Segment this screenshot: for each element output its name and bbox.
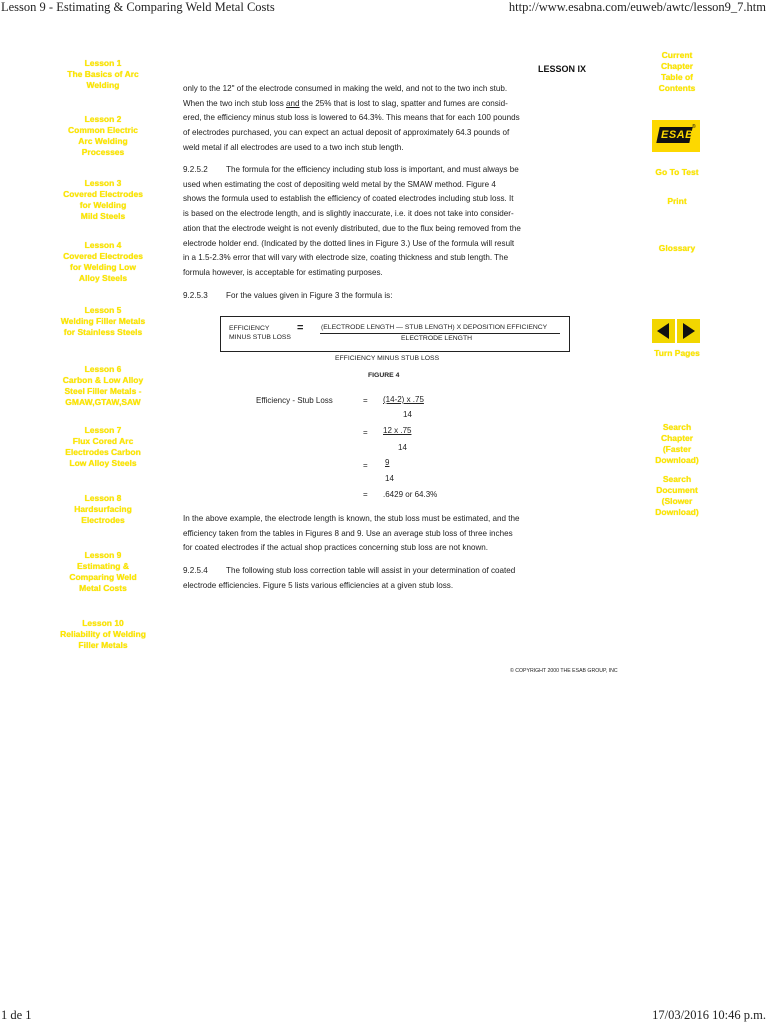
formula-lhs: [229, 325, 291, 342]
calc-step3-denominator: 14: [385, 474, 394, 483]
lesson-link-line: Electrodes: [81, 515, 125, 525]
lesson-link-line: Lesson 1: [84, 58, 122, 68]
text-line: for coated electrodes if the actual shop practices concerning stub loss are not known.: [183, 543, 489, 553]
link-line: Download): [655, 507, 699, 517]
lesson-link-line: Covered Electrodes: [63, 189, 143, 199]
search-document-link[interactable]: [640, 474, 714, 518]
turn-pages-arrows: [652, 319, 700, 343]
lesson-link-2[interactable]: [55, 114, 151, 158]
logo-registered: ®: [692, 124, 696, 130]
text-line: weld metal if all electrodes are used to a two inch stub length.: [183, 142, 404, 152]
lesson-link-line: Flux Cored Arc: [72, 436, 134, 446]
text-line: ation that the electrode weight is not evenly distributed, due to the flux being removed from the: [183, 223, 521, 233]
lesson-link-9[interactable]: [55, 550, 151, 594]
previous-page-button[interactable]: [652, 319, 675, 343]
calc-step2-numerator: 12 x .75: [383, 426, 412, 435]
lesson-link-7[interactable]: [55, 425, 151, 469]
link-line: Table of: [661, 72, 693, 82]
lesson-link-line: for Welding Low: [70, 262, 136, 272]
section-9252: [183, 163, 543, 281]
formula-denominator: ELECTRODE LENGTH: [401, 335, 473, 342]
text-line: electrode holder end. (Indicated by the dotted lines in Figure 3.) Use of the formula will result: [183, 238, 515, 248]
search-chapter-link[interactable]: [640, 422, 714, 466]
lesson-link-line: Filler Metals: [78, 640, 128, 650]
lesson-link-line: for Stainless Steels: [63, 327, 143, 337]
calc-step1-denominator: 14: [403, 410, 412, 419]
copyright-notice: © COPYRIGHT 2000 THE ESAB GROUP, INC: [510, 668, 618, 674]
lesson-link-line: Estimating &: [77, 561, 129, 571]
text-line: [183, 97, 543, 112]
formula-lhs-line: MINUS STUB LOSS: [229, 333, 291, 341]
lesson-link-5[interactable]: [55, 305, 151, 338]
lesson-link-line: Welding Filler Metals: [60, 316, 146, 326]
lesson-link-3[interactable]: [55, 178, 151, 222]
lesson-link-line: Comparing Weld: [69, 572, 137, 582]
section-9254: [183, 564, 543, 593]
current-chapter-toc-link[interactable]: [648, 50, 706, 94]
text-line: only to the 12" of the electrode consumed in making the weld, and not to the two inch stub.: [183, 84, 508, 93]
page-url: http://www.esabna.com/euweb/awtc/lesson9_7.htm: [508, 0, 766, 14]
lesson-link-line: Lesson 8: [84, 493, 122, 503]
calc-equals: =: [363, 428, 368, 437]
formula-caption: EFFICIENCY MINUS STUB LOSS: [335, 355, 440, 362]
lesson-link-line: Lesson 5: [84, 305, 122, 315]
text-line: [183, 163, 543, 178]
calc-step1-numerator: (14-2) x .75: [383, 395, 424, 404]
go-to-test-link[interactable]: Go To Test: [655, 167, 699, 177]
formula-equals: =: [297, 322, 304, 334]
arrow-left-icon: [652, 319, 675, 343]
link-line: Document: [656, 485, 698, 495]
lesson-link-8[interactable]: [55, 493, 151, 526]
text-line: In the above example, the electrode length is known, the stub loss must be estimated, and the: [183, 514, 520, 523]
glossary-link[interactable]: Glossary: [658, 243, 696, 253]
text-line: electrode efficiencies. Figure 5 lists various efficiencies at a given stub loss.: [183, 580, 454, 590]
lesson-link-line: Welding: [86, 80, 120, 90]
lesson-link-4[interactable]: [55, 240, 151, 284]
text-line: ered, the efficiency minus stub loss is lowered to 64.3%. This means that for each 100 pounds: [183, 113, 520, 123]
text-segment-underlined: and: [286, 98, 300, 108]
lesson-link-10[interactable]: [55, 618, 151, 651]
formula-box: [220, 316, 570, 352]
text-line: shows the formula used to establish the efficiency of coated electrodes including stub loss. It: [183, 194, 514, 204]
text-segment: When the two inch stub loss: [183, 98, 287, 108]
figure-label: FIGURE 4: [368, 372, 400, 379]
lesson-link-line: Lesson 6: [84, 364, 122, 374]
lesson-link-line: Lesson 3: [84, 178, 122, 188]
text-segment: The formula for the efficiency including stub loss is important, and must always be: [226, 165, 519, 174]
esab-logo: [652, 120, 700, 152]
lesson-link-line: Metal Costs: [79, 583, 127, 593]
text-line: [183, 564, 543, 579]
lesson-link-line: Electrodes Carbon: [65, 447, 141, 457]
lesson-link-line: Arc Welding: [78, 136, 128, 146]
calc-equals: =: [363, 396, 368, 405]
page-number: 1 de 1: [1, 1008, 32, 1022]
print-link[interactable]: Print: [667, 196, 687, 206]
text-line: formula however, is acceptable for estimating purposes.: [183, 267, 383, 277]
lesson-link-line: Common Electric: [68, 125, 138, 135]
section-number: 9.2.5.4: [183, 566, 208, 575]
lesson-link-line: Lesson 10: [82, 618, 124, 628]
lesson-link-line: Processes: [81, 147, 125, 157]
intro-paragraph: [183, 82, 543, 156]
lesson-link-line: Steel Filler Metals -: [64, 386, 142, 396]
lesson-link-line: Lesson 2: [84, 114, 122, 124]
fraction-bar: [320, 333, 560, 334]
text-line: [183, 289, 543, 304]
calc-step3-numerator: 9: [385, 458, 390, 467]
lesson-link-line: Hardsurfacing: [74, 504, 132, 514]
print-header: [0, 0, 768, 16]
text-segment: the 25% that is lost to slag, spatter and fumes are consid-: [299, 98, 508, 108]
lesson-link-line: Covered Electrodes: [63, 251, 143, 261]
calc-label: Efficiency - Stub Loss: [256, 396, 333, 405]
text-segment: For the values given in Figure 3 the formula is:: [226, 291, 393, 300]
text-line: in a 1.5-2.3% error that will vary with electrode size, coating thickness and stub length. The: [183, 253, 509, 263]
formula-numerator: (ELECTRODE LENGTH — STUB LENGTH) X DEPOSITION EFFICIENCY: [321, 324, 548, 331]
lesson-link-line: for Welding: [79, 200, 127, 210]
lesson-link-line: Mild Steels: [80, 211, 126, 221]
calc-step2-denominator: 14: [398, 443, 407, 452]
example-paragraph: [183, 512, 543, 556]
print-datetime: 17/03/2016 10:46 p.m.: [652, 1008, 766, 1022]
page-title: Lesson 9 - Estimating & Comparing Weld Metal Costs: [1, 0, 275, 14]
calc-equals: =: [363, 461, 368, 470]
link-line: Contents: [658, 83, 696, 93]
formula-lhs-line: EFFICIENCY: [229, 325, 270, 332]
calc-result: .6429 or 64.3%: [383, 490, 438, 499]
link-line: Search: [662, 422, 692, 432]
lesson-link-line: Lesson 7: [84, 425, 122, 435]
text-line: of electrodes purchased, you can expect an actual deposit of approximately 64.3 pounds of: [183, 128, 510, 138]
lesson-link-line: Low Alloy Steels: [69, 458, 137, 468]
text-line: efficiency taken from the tables in Figures 8 and 9. Use an average stub loss of three inches: [183, 528, 513, 538]
link-line: Search: [662, 474, 692, 484]
lesson-link-1[interactable]: [55, 58, 151, 91]
text-segment: The following stub loss correction table will assist in your determination of coated: [226, 566, 516, 575]
lesson-link-line: Lesson 4: [84, 240, 122, 250]
link-line: (Slower: [661, 496, 693, 506]
link-line: Current: [661, 50, 693, 60]
link-line: Chapter: [660, 61, 694, 71]
section-number: 9.2.5.2: [183, 165, 208, 174]
print-footer: [0, 1008, 768, 1024]
text-line: used when estimating the cost of depositing weld metal by the SMAW method. Figure 4: [183, 179, 496, 189]
lesson-link-6[interactable]: [55, 364, 151, 408]
link-line: (Faster: [662, 444, 692, 454]
lesson-link-line: Reliability of Welding: [60, 629, 146, 639]
link-line: Chapter: [660, 433, 694, 443]
section-number: 9.2.5.3: [183, 291, 208, 300]
section-9253: [183, 289, 543, 304]
lesson-link-line: GMAW,GTAW,SAW: [65, 397, 141, 407]
lesson-link-line: Alloy Steels: [78, 273, 128, 283]
link-line: Download): [655, 455, 699, 465]
calc-equals: =: [363, 490, 368, 499]
lesson-link-line: Carbon & Low Alloy: [62, 375, 144, 385]
lesson-link-line: The Basics of Arc: [67, 69, 139, 79]
arrow-right-icon: [677, 319, 700, 343]
lesson-link-line: Lesson 9: [84, 550, 122, 560]
lesson-heading: LESSON IX: [538, 64, 587, 74]
next-page-button[interactable]: [677, 319, 700, 343]
text-line: is based on the electrode length, and is slightly inaccurate, i.e. it does not take into consider-: [183, 209, 514, 219]
logo-text: ESAB: [661, 129, 694, 141]
turn-pages-link[interactable]: Turn Pages: [654, 348, 700, 358]
